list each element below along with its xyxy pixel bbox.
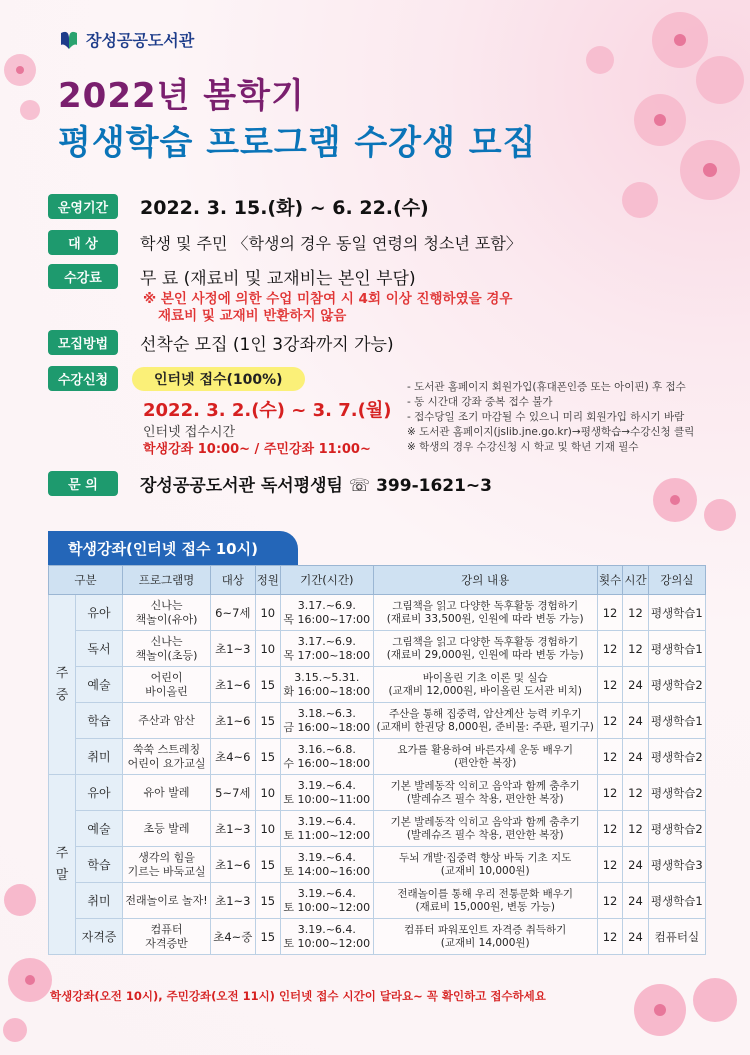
capacity-cell: 15 <box>255 919 280 955</box>
program-name-cell: 주산과 암산 <box>123 703 211 739</box>
room-cell: 평생학습1 <box>648 703 705 739</box>
footer-note: 학생강좌(오전 10시), 주민강좌(오전 11시) 인터넷 접수 시간이 달라요~ 꼭 확인하고 접수하세요 <box>50 989 546 1003</box>
period-value: 2022. 3. 15.(화) ~ 6. 22.(수) <box>140 197 429 219</box>
library-logo <box>58 28 194 51</box>
period-cell: 3.19.~6.4. 토 10:00~12:00 <box>281 919 374 955</box>
room-cell: 평생학습1 <box>648 883 705 919</box>
fee-note-2: 재료비 및 교재비 반환하지 않음 <box>158 308 347 324</box>
info-contact-row <box>48 471 492 496</box>
hours-cell: 12 <box>623 775 648 811</box>
category-cell: 학습 <box>76 847 123 883</box>
title-semester: 2022년 봄학기 <box>58 76 305 116</box>
period-cell: 3.19.~6.4. 토 10:00~11:00 <box>281 775 374 811</box>
side-note: ※ 도서관 홈페이지(jslib.jne.go.kr)→평생학습→수강신청 클릭 <box>407 426 695 438</box>
table-row <box>49 631 706 667</box>
capacity-cell: 15 <box>255 739 280 775</box>
table-row <box>49 883 706 919</box>
cherry-blossom-decoration-mid-right <box>615 460 750 550</box>
apply-side-notes <box>407 380 694 455</box>
category-cell: 취미 <box>76 739 123 775</box>
content-cell: 그림책을 읽고 다양한 독후활동 경험하기 (재료비 29,000원, 인원에 따라 변동 가능) <box>373 631 597 667</box>
header-period: 기간(시간) <box>281 566 374 595</box>
target-label: 대 상 <box>48 230 118 255</box>
category-cell: 학습 <box>76 703 123 739</box>
content-cell: 기본 발레동작 익히고 음악과 함께 춤추기 (발레슈즈 필수 착용, 편안한 복장) <box>373 775 597 811</box>
room-cell: 평생학습2 <box>648 739 705 775</box>
category-cell: 예술 <box>76 811 123 847</box>
fee-label: 수강료 <box>48 264 118 289</box>
category-cell: 독서 <box>76 631 123 667</box>
period-cell: 3.17.~6.9. 목 16:00~17:00 <box>281 595 374 631</box>
target-cell: 초4~6 <box>211 739 256 775</box>
target-cell: 초1~6 <box>211 667 256 703</box>
table-row <box>49 703 706 739</box>
count-cell: 12 <box>597 775 622 811</box>
capacity-cell: 15 <box>255 883 280 919</box>
capacity-cell: 10 <box>255 595 280 631</box>
info-period-row <box>48 193 429 220</box>
room-cell: 평생학습1 <box>648 595 705 631</box>
program-name-cell: 어린이 바이올린 <box>123 667 211 703</box>
count-cell: 12 <box>597 739 622 775</box>
header-content: 강의 내용 <box>373 566 597 595</box>
room-cell: 컴퓨터실 <box>648 919 705 955</box>
period-cell: 3.19.~6.4. 토 14:00~16:00 <box>281 847 374 883</box>
target-cell: 6~7세 <box>211 595 256 631</box>
header-capacity: 정원 <box>255 566 280 595</box>
student-course-table-title: 학생강좌(인터넷 접수 10시) <box>48 531 298 566</box>
category-cell: 유아 <box>76 775 123 811</box>
program-name-cell: 전래놀이로 놀자! <box>123 883 211 919</box>
info-method-row <box>48 330 394 355</box>
hours-cell: 24 <box>623 739 648 775</box>
hours-cell: 24 <box>623 667 648 703</box>
hours-cell: 12 <box>623 595 648 631</box>
category-cell: 유아 <box>76 595 123 631</box>
apply-time-value: 학생강좌 10:00~ / 주민강좌 11:00~ <box>143 442 371 457</box>
capacity-cell: 10 <box>255 811 280 847</box>
header-category: 구분 <box>49 566 123 595</box>
content-cell: 두뇌 개발·집중력 향상 바둑 기초 지도 (교재비 10,000원) <box>373 847 597 883</box>
table-row <box>49 847 706 883</box>
content-cell: 전래놀이를 통해 우리 전통문화 배우기 (재료비 15,000원, 변동 가능) <box>373 883 597 919</box>
room-cell: 평생학습2 <box>648 775 705 811</box>
program-name-cell: 신나는 책놀이(유아) <box>123 595 211 631</box>
target-cell: 5~7세 <box>211 775 256 811</box>
info-target-row <box>48 230 522 255</box>
title-program: 평생학습 프로그램 수강생 모집 <box>58 123 537 163</box>
target-value: 학생 및 주민 〈학생의 경우 동일 연령의 청소년 포함〉 <box>140 234 522 253</box>
program-name-cell: 컴퓨터 자격증반 <box>123 919 211 955</box>
student-course-table <box>48 565 706 955</box>
apply-method-pill: 인터넷 접수(100%) <box>132 367 305 391</box>
hours-cell: 12 <box>623 631 648 667</box>
capacity-cell: 15 <box>255 847 280 883</box>
count-cell: 12 <box>597 919 622 955</box>
count-cell: 12 <box>597 847 622 883</box>
count-cell: 12 <box>597 811 622 847</box>
count-cell: 12 <box>597 631 622 667</box>
program-name-cell: 쑥쑥 스트레칭 어린이 요가교실 <box>123 739 211 775</box>
room-cell: 평생학습1 <box>648 631 705 667</box>
info-fee-row <box>48 264 416 289</box>
period-cell: 3.19.~6.4. 토 10:00~12:00 <box>281 883 374 919</box>
group-label: 주 말 <box>49 775 76 955</box>
content-cell: 요가를 활용하여 바른자세 운동 배우기 (편안한 복장) <box>373 739 597 775</box>
period-cell: 3.17.~6.9. 목 17:00~18:00 <box>281 631 374 667</box>
target-cell: 초1~6 <box>211 703 256 739</box>
program-name-cell: 초등 발레 <box>123 811 211 847</box>
period-cell: 3.15.~5.31. 화 16:00~18:00 <box>281 667 374 703</box>
apply-label: 수강신청 <box>48 366 118 391</box>
side-note: - 접수당일 조기 마감될 수 있으니 미리 회원가입 하시기 바람 <box>407 411 685 423</box>
target-cell: 초1~3 <box>211 883 256 919</box>
header-program: 프로그램명 <box>123 566 211 595</box>
content-cell: 바이올린 기초 이론 및 실습 (교재비 12,000원, 바이올린 도서관 비치) <box>373 667 597 703</box>
hours-cell: 24 <box>623 883 648 919</box>
hours-cell: 24 <box>623 919 648 955</box>
contact-value: 장성공공도서관 독서평생팀 ☏ 399-1621~3 <box>140 476 493 496</box>
fee-note-1: ※ 본인 사정에 의한 수업 미참여 시 4회 이상 진행하였을 경우 <box>143 291 513 307</box>
table-row <box>49 775 706 811</box>
target-cell: 초4~중 <box>211 919 256 955</box>
header-room: 강의실 <box>648 566 705 595</box>
capacity-cell: 10 <box>255 775 280 811</box>
room-cell: 평생학습2 <box>648 811 705 847</box>
fee-value: 무 료 (재료비 및 교재비는 본인 부담) <box>140 269 416 289</box>
capacity-cell: 15 <box>255 703 280 739</box>
program-name-cell: 생각의 힘을 기르는 바둑교실 <box>123 847 211 883</box>
capacity-cell: 15 <box>255 667 280 703</box>
room-cell: 평생학습3 <box>648 847 705 883</box>
content-cell: 컴퓨터 파워포인트 자격증 취득하기 (교재비 14,000원) <box>373 919 597 955</box>
cherry-blossom-decoration-bottom-right <box>600 960 750 1055</box>
library-logo-icon <box>58 29 80 51</box>
info-apply-row <box>48 366 305 391</box>
cherry-blossom-decoration-top-left <box>0 40 60 130</box>
side-note: - 도서관 홈페이지 회원가입(휴대폰인증 또는 아이핀) 후 접수 <box>407 381 686 393</box>
capacity-cell: 10 <box>255 631 280 667</box>
cherry-blossom-decoration-top-right <box>560 0 750 240</box>
group-label: 주 중 <box>49 595 76 775</box>
library-name: 장성공공도서관 <box>86 31 195 50</box>
side-note: - 동 시간대 강좌 중복 접수 불가 <box>407 396 553 408</box>
table-row <box>49 595 706 631</box>
apply-date: 2022. 3. 2.(수) ~ 3. 7.(월) <box>143 400 392 421</box>
target-cell: 초1~3 <box>211 811 256 847</box>
period-cell: 3.16.~6.8. 수 16:00~18:00 <box>281 739 374 775</box>
side-note: ※ 학생의 경우 수강신청 시 학교 및 학년 기재 필수 <box>407 441 639 453</box>
method-label: 모집방법 <box>48 330 118 355</box>
target-cell: 초1~3 <box>211 631 256 667</box>
table-row <box>49 811 706 847</box>
table-header-row <box>49 566 706 595</box>
count-cell: 12 <box>597 703 622 739</box>
header-target: 대상 <box>211 566 256 595</box>
count-cell: 12 <box>597 595 622 631</box>
hours-cell: 24 <box>623 847 648 883</box>
category-cell: 예술 <box>76 667 123 703</box>
hours-cell: 24 <box>623 703 648 739</box>
period-cell: 3.18.~6.3. 금 16:00~18:00 <box>281 703 374 739</box>
program-name-cell: 신나는 책놀이(초등) <box>123 631 211 667</box>
content-cell: 그림책을 읽고 다양한 독후활동 경험하기 (재료비 33,500원, 인원에 따라 변동 가능) <box>373 595 597 631</box>
contact-label: 문 의 <box>48 471 118 496</box>
header-hours: 시간 <box>623 566 648 595</box>
period-label: 운영기간 <box>48 194 118 219</box>
method-value: 선착순 모집 (1인 3강좌까지 가능) <box>140 335 394 355</box>
category-cell: 자격증 <box>76 919 123 955</box>
content-cell: 기본 발레동작 익히고 음악과 함께 춤추기 (발레슈즈 필수 착용, 편안한 복장) <box>373 811 597 847</box>
table-row <box>49 739 706 775</box>
category-cell: 취미 <box>76 883 123 919</box>
table-row <box>49 919 706 955</box>
header-count: 횟수 <box>597 566 622 595</box>
target-cell: 초1~6 <box>211 847 256 883</box>
table-row <box>49 667 706 703</box>
room-cell: 평생학습2 <box>648 667 705 703</box>
hours-cell: 12 <box>623 811 648 847</box>
program-name-cell: 유아 발레 <box>123 775 211 811</box>
count-cell: 12 <box>597 883 622 919</box>
period-cell: 3.19.~6.4. 토 11:00~12:00 <box>281 811 374 847</box>
content-cell: 주산을 통해 집중력, 암산계산 능력 키우기 (교재비 한권당 8,000원, 준비물: 주판, 필기구) <box>373 703 597 739</box>
count-cell: 12 <box>597 667 622 703</box>
apply-time-label: 인터넷 접수시간 <box>143 425 236 440</box>
